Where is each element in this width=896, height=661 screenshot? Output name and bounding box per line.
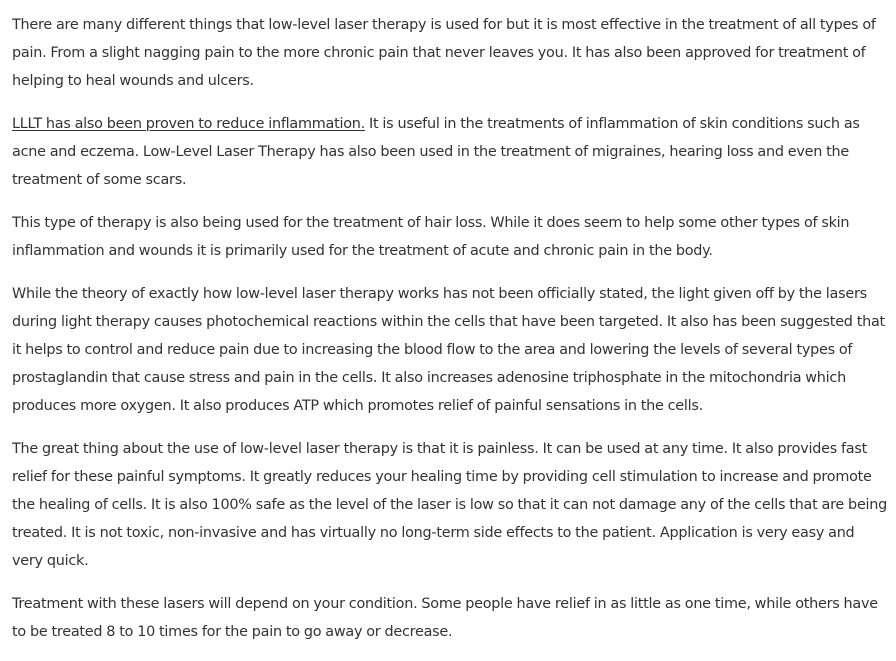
paragraph-inflammation-text: It is useful in the treatments of inflammation of skin conditions such as acne and eczema. Low-Level Laser Therapy has also been used in the treatment of migraines, hearing loss and even the treatment of some scars. (12, 116, 860, 188)
paragraph-hair-loss: This type of therapy is also being used for the treatment of hair loss. While it does seem to help some other types of skin inflammation and wounds it is primarily used for the treatment of acute and chronic pain in the body. (12, 215, 850, 259)
paragraph-inflammation (12, 110, 888, 194)
paragraph-pain-treatment: There are many different things that low-level laser therapy is used for but it is most effective in the treatment of all types of pain. From a slight nagging pain to the more chronic pain that never leaves you. It has also been approved for treatment of helping to heal wounds and ulcers. (12, 17, 876, 89)
inflammation-link[interactable]: LLLT has also been proven to reduce inflammation. (12, 116, 365, 132)
paragraph-treatment-frequency: Treatment with these lasers will depend on your condition. Some people have relief in as little as one time, while others have to be treated 8 to 10 times for the pain to go away or decrease. (12, 596, 878, 640)
article-body (12, 11, 888, 661)
paragraph-how-it-works: While the theory of exactly how low-level laser therapy works has not been officially stated, the light given off by the lasers during light therapy causes photochemical reactions within the cells that have been targeted. It also has been suggested that it helps to control and reduce pain due to increasing the blood flow to the area and lowering the levels of several types of prostaglandin that cause stress and pain in the cells. It also increases adenosine triphosphate in the mitochondria which produces more oxygen. It also produces ATP which promotes relief of painful sensations in the cells. (12, 286, 885, 414)
paragraph-benefits: The great thing about the use of low-level laser therapy is that it is painless. It can be used at any time. It also provides fast relief for these painful symptoms. It greatly reduces your healing time by providing cell stimulation to increase and promote the healing of cells. It is also 100% safe as the level of the laser is low so that it can not damage any of the cells that are being treated. It is not toxic, non-invasive and has virtually no long-term side effects to the patient. Application is very easy and very quick. (12, 441, 888, 569)
